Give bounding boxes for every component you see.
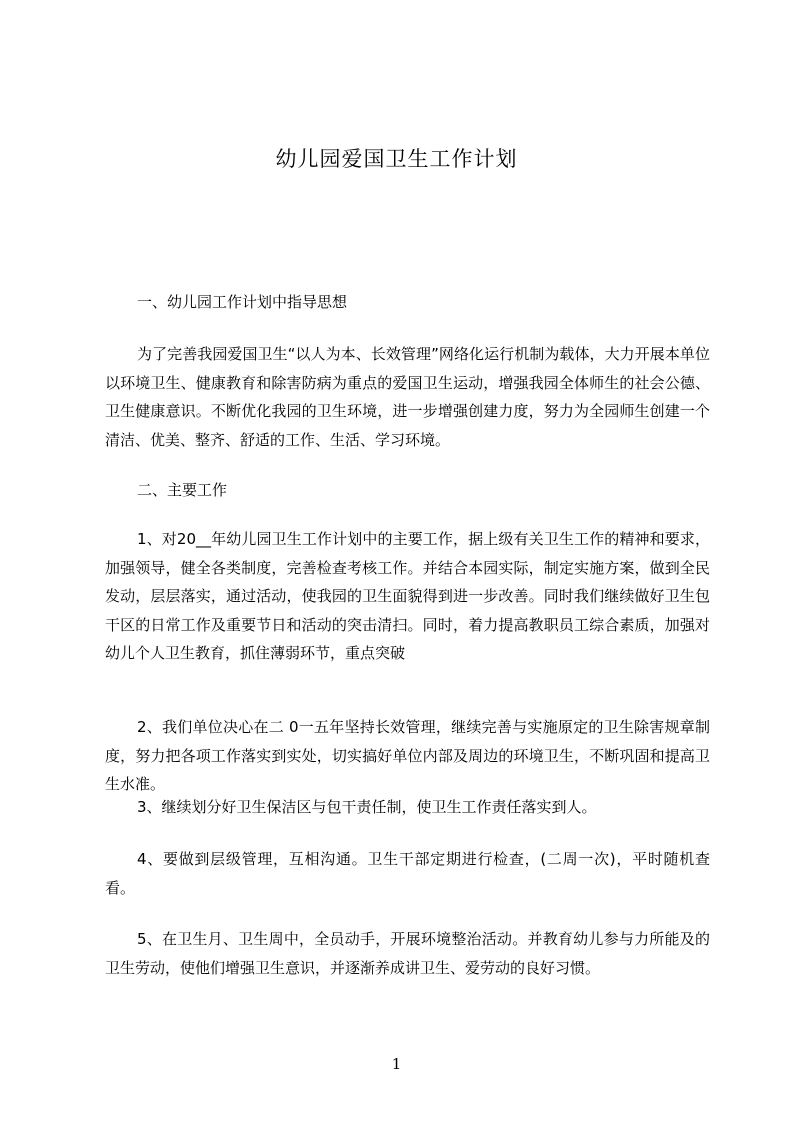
paragraph-item-4: 4、要做到层级管理，互相沟通。卫生干部定期进行检查，(二周一次)，平时随机查看。 xyxy=(105,850,710,897)
section-heading-main-work: 二、主要工作 xyxy=(137,481,228,499)
paragraph-item-2: 2、我们单位决心在二 0一五年坚持长效管理，继续完善与实施原定的卫生除害规章制度，努力把各项工作落实到实处，切实搞好单位内部及周边的环境卫生，不断巩固和提高卫生水准。 xyxy=(105,718,710,793)
section-heading-guiding-thought: 一、幼儿园工作计划中指导思想 xyxy=(137,293,348,311)
page-number: 1 xyxy=(391,1055,402,1073)
paragraph-item-3: 3、继续划分好卫生保洁区与包干责任制，使卫生工作责任落实到人。 xyxy=(137,798,597,816)
paragraph-guiding-thought: 为了完善我园爱国卫生“以人为本、长效管理”网络化运行机制为载体，大力开展本单位以环境卫生、健康教育和除害防病为重点的爱国卫生运动，增强我园全体师生的社会公德、卫生健康意识。不断优化我园的卫生环境，进一步增强创建力度，努力为全园师生创建一个清洁、优美、整齐、舒适的工作、生活、学习环境。 xyxy=(105,345,710,449)
document-title: 幼儿园爱国卫生工作计划 xyxy=(275,147,518,171)
paragraph-item-5: 5、在卫生月、卫生周中，全员动手，开展环境整治活动。并教育幼儿参与力所能及的卫生劳动，使他们增强卫生意识，并逐渐养成讲卫生、爱劳动的良好习惯。 xyxy=(105,930,710,977)
paragraph-item-1: 1、对20__年幼儿园卫生工作计划中的主要工作，据上级有关卫生工作的精神和要求，加强领导，健全各类制度，完善检查考核工作。并结合本园实际，制定实施方案，做到全民发动，层层落实，通过活动，使我园的卫生面貌得到进一步改善。同时我们继续做好卫生包干区的日常工作及重要节日和活动的突击清扫。同时，着力提高教职员工综合素质，加强对幼儿个人卫生教育，抓住薄弱环节，重点突破 xyxy=(105,530,710,662)
